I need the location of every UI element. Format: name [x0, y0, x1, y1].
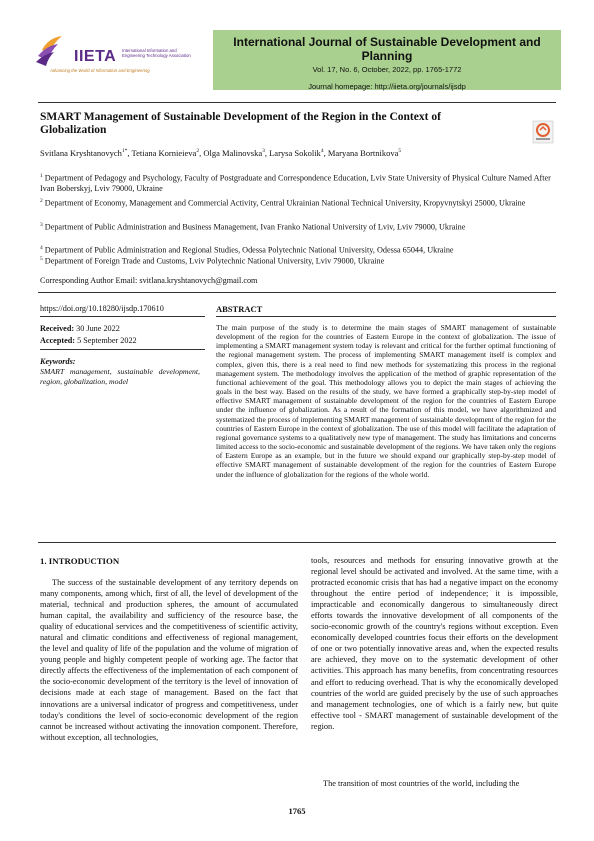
- journal-homepage[interactable]: Journal homepage: http://iieta.org/journals/ijsdp: [308, 82, 466, 91]
- dates-divider: [40, 349, 205, 350]
- author-name: Olga Malinovska: [203, 148, 263, 158]
- header-divider: [38, 102, 556, 103]
- affiliation-text: Department of Pedagogy and Psychology, Faculty of Postgraduate and Correspondence Education, Lviv State University of Physical Culture Named After Ivan Boberskyj, Lviv 79000, Ukraine: [40, 173, 551, 193]
- check-for-updates-badge[interactable]: [532, 120, 554, 144]
- author-sup: 4: [320, 148, 324, 155]
- logo-tagline: Advancing the World of Information and Engineering: [50, 68, 150, 73]
- journal-volume-info: Vol. 17, No. 6, October, 2022, pp. 1765-1772: [312, 65, 462, 74]
- affiliation-2: [40, 196, 560, 209]
- affiliation-text: Department of Public Administration and Business Management, Ivan Franko National University of Lviv, Lviv 79000, Ukraine: [44, 222, 466, 232]
- affiliation-text: Department of Foreign Trade and Customs, Lviv Polytechnic National University, Lviv 79000, Ukraine: [44, 256, 385, 266]
- received-value: 30 June 2022: [76, 324, 120, 333]
- affiliation-text: Department of Public Administration and Regional Studies, Odessa Polytechnic National University, Odessa 65044, Ukraine: [44, 245, 454, 255]
- affiliation-3: [40, 220, 560, 233]
- affiliation-sup: 3: [40, 222, 43, 228]
- received-date: [40, 324, 120, 333]
- introduction-right-column-continued: The transition of most countries of the world, including the: [323, 779, 520, 788]
- received-label: Received:: [40, 324, 75, 333]
- introduction-right-column: tools, resources and methods for ensuring innovative growth at the regional level should be activated and involved. At the same time, with a protracted economic crisis that has had a negative impact on the economy throughout the entire period of independence; it is impossible, impracticable and economically dangerous to simultaneously direct efforts towards the innovative development of all components of the socio-economic growth of the country's regions without exception. Even economically developed countries focus their efforts on the development of one or two potentially innovative areas and, when the expected results are achieved, they move on to the systematic development of other activities. This approach has many benefits, from concentrating resources and effort to reducing overhead. That is why the economically developed countries of the world are guided precisely by the use of such approaches and management technologies, one of which is a fairly new, but quite effective tool - SMART management of sustainable development of the region.: [311, 556, 558, 731]
- author-sup: 5: [398, 148, 402, 155]
- accepted-value: 5 September 2022: [77, 336, 137, 345]
- affiliation-sup: 5: [40, 256, 43, 262]
- affiliation-sup: 4: [40, 245, 43, 251]
- authors-line: Svitlana Kryshtanovych$^{1*}$, Tetiana Kornieieva$^2$, Olga Malinovska$^3$, Larysa Sokolik$^4$, Maryana Bortnikova$^5$: [40, 148, 402, 158]
- introduction-left-column: The success of the sustainable development of any territory depends on many components, among which, first of all, the level of development of the material, technical and production spheres, the amount of accumulated human capital, the availability and sufficiency of the resource base, the quality of educational services and the competitiveness of scientific activity, natural and climatic conditions and effectiveness of regional management, the level and quality of life of the population and the volume of migration of young people and highly competent people of working age. The factor that directly affects the effectiveness of the implementation of each component of the socio-economic development of the territory is the level of innovation of decisions made at each stage of management. Based on the fact that innovations are a universal indicator of progress and competitiveness, under today's conditions the level of socio-economic development of the region cannot be increased without activating the innovation component. Therefore, without exception, all technologies,: [40, 578, 298, 742]
- corresponding-author-email[interactable]: Corresponding Author Email: svitlana.kryshtanovych@gmail.com: [40, 276, 258, 285]
- keywords-label: Keywords:: [40, 357, 76, 366]
- abstract-body: The main purpose of the study is to determine the main stages of SMART management of sustainable development of the region for the countries of Eastern Europe in the context of globalization. The issue of implementing a SMART management system today is relevant and critical for the further optimal functioning of the regional management system. The process of implementing SMART management itself is complex and complex, given this, there is a real need to find new methods for systematizing this process in the regional management system. The methodology involves the application of the method of graphic representation of the functional achievement of the goal. This methodology allows you to depict the main stages of achieving the goals in the best way. Based on the results of the study, we have formed a graphically step-by-step model of effective SMART management of sustainable development of the region for the countries of Eastern Europe under the influence of globalization. As a result of the formation of this model, we have algorithmized and systematized the process of implementing SMART management of sustainable development of the region for the countries of Eastern Europe in the context of globalization. The use of this model will facilitate the adaptation of regional governance systems to a qualitatively new type of management. The study has limitations and concerns limited access to the socio-economic and sustainable development of the regions. We have taken only the regions of Eastern Europe as an example, but in the future we should expand our graphically step-by-step model of effective SMART management of sustainable development of the region for the countries of Eastern Europe under the influence of globalization for the regions of the whole world.: [216, 323, 556, 479]
- keywords-text: SMART management, sustainable development, region, globalization, model: [40, 367, 200, 386]
- iieta-logo: [30, 32, 200, 82]
- journal-header-banner: [213, 30, 561, 90]
- abstract-divider: [216, 316, 556, 317]
- section-divider-bottom: [38, 542, 556, 543]
- logo-text: IIETA: [74, 48, 117, 65]
- accepted-date: [40, 336, 137, 345]
- logo-subtitle: International Information and Engineering Technology Association: [122, 48, 191, 58]
- section-divider-top: [38, 292, 556, 293]
- author-sup: 1*: [121, 148, 128, 155]
- accepted-label: Accepted:: [40, 336, 76, 345]
- affiliation-sup: 1: [40, 173, 43, 179]
- doi-link[interactable]: https://doi.org/10.18280/ijsdp.170610: [40, 304, 164, 313]
- check-for-updates-icon: [532, 120, 554, 144]
- author-sup: 3: [262, 148, 265, 155]
- introduction-heading: 1. INTRODUCTION: [40, 556, 120, 566]
- author-name: Tetiana Kornieieva: [131, 148, 197, 158]
- author-name: Svitlana Kryshtanovych: [40, 148, 122, 158]
- doi-divider: [40, 316, 205, 317]
- author-name: Maryana Bortnikova: [327, 148, 399, 158]
- page-number: 1765: [288, 806, 306, 816]
- affiliation-text: Department of Economy, Management and Commercial Activity, Central Ukrainian National Technical University, Kropyvnytskyi 25000, Ukraine: [44, 198, 526, 208]
- author-name: Larysa Sokolik: [269, 148, 321, 158]
- paper-title: SMART Management of Sustainable Development of the Region in the Context of Globalization: [40, 111, 441, 136]
- abstract-heading: ABSTRACT: [216, 304, 263, 314]
- journal-name: International Journal of Sustainable Development and Planning: [233, 35, 541, 63]
- affiliation-5: [40, 254, 560, 267]
- affiliation-1: [40, 171, 560, 194]
- author-sup: 2: [196, 148, 200, 155]
- affiliation-sup: 2: [40, 198, 43, 204]
